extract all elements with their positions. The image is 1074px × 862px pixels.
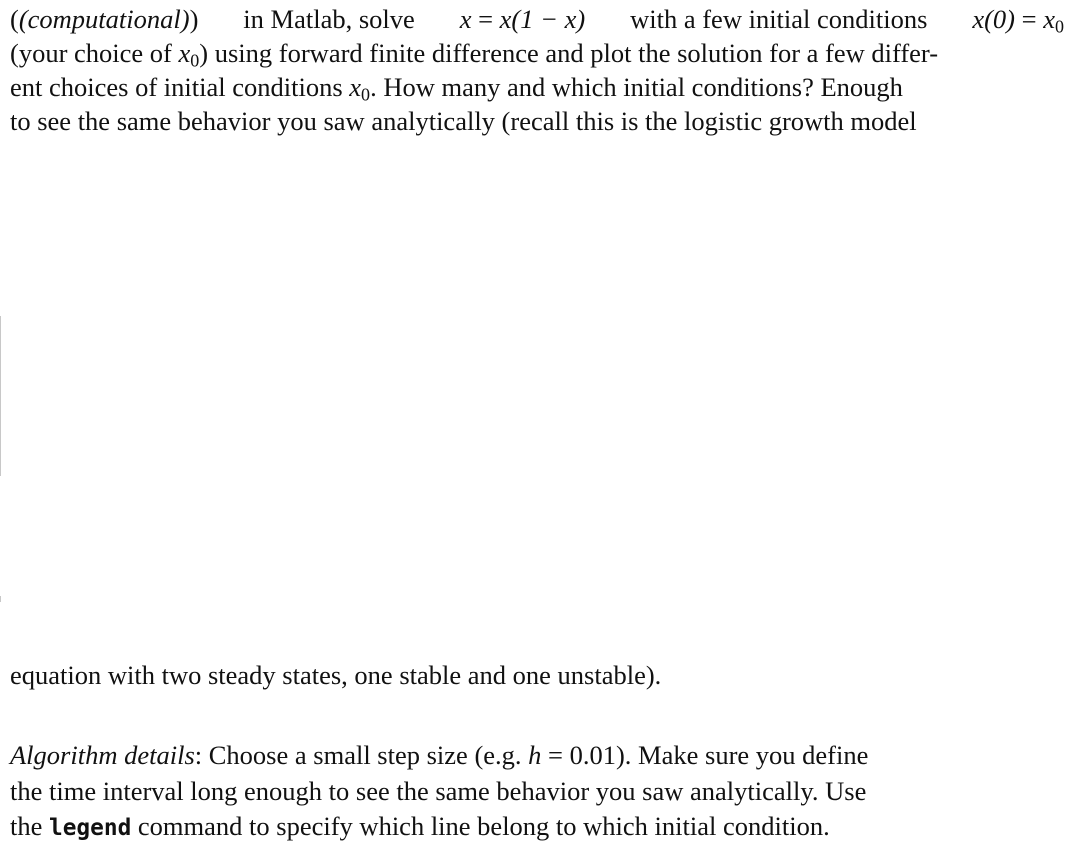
problem-line-5: equation with two steady states, one stable and one unstable). — [10, 660, 662, 690]
algorithm-label: Algorithm details — [10, 740, 195, 770]
margin-mark — [0, 596, 1, 602]
ic-equals: = — [1021, 4, 1037, 34]
step-size-equals: = — [548, 740, 563, 770]
ic-var: x — [1043, 4, 1055, 34]
ode-equation — [460, 4, 586, 42]
problem-text-segment: (your choice of — [10, 38, 172, 68]
algorithm-line-2: the time interval long enough to see the same behavior you saw analytically. Use — [10, 776, 867, 806]
problem-line-3 — [10, 72, 1064, 110]
ic-lhs: x(0) — [972, 4, 1016, 34]
margin-mark — [0, 316, 1, 476]
legend-code: legend — [49, 815, 132, 841]
computational-label: (computational) — [18, 4, 190, 34]
x0-subscript: 0 — [190, 50, 200, 71]
ode-equals: = — [478, 4, 494, 34]
algorithm-text-segment: the — [10, 811, 43, 841]
step-size-var: h — [528, 740, 542, 770]
algorithm-text-segment: command to specify which line belong to which initial condition. — [137, 811, 830, 841]
x0-subscript: 0 — [361, 84, 371, 105]
algorithm-line-3 — [10, 811, 1064, 843]
x0-var: x — [178, 38, 191, 68]
problem-line-2 — [10, 38, 1064, 76]
initial-condition-equation — [972, 4, 1064, 42]
problem-text-segment: . How many and which initial conditions? Enough — [370, 72, 903, 102]
algorithm-text-segment: 0.01). Make sure you define — [569, 740, 869, 770]
problem-text-segment: ) using forward finite difference and plot the solution for a few differ- — [199, 38, 939, 68]
ode-lhs: ˙ x — [460, 4, 472, 34]
algorithm-line-1 — [10, 740, 1064, 770]
algorithm-text-segment: : Choose a small step size (e.g. — [194, 740, 522, 770]
problem-text-segment: with a few initial conditions — [630, 4, 928, 34]
ic-subscript: 0 — [1054, 16, 1064, 37]
problem-line-1 — [10, 4, 1064, 42]
x0-var: x — [349, 72, 362, 102]
problem-text-segment: in Matlab, solve — [243, 4, 415, 34]
problem-line-1-left: ((computational)) — [10, 4, 199, 34]
problem-line-4: to see the same behavior you saw analytically (recall this is the logistic growth model — [10, 106, 917, 136]
ode-rhs: x(1 − x) — [499, 4, 586, 34]
problem-text-segment: ent choices of initial conditions — [10, 72, 343, 102]
